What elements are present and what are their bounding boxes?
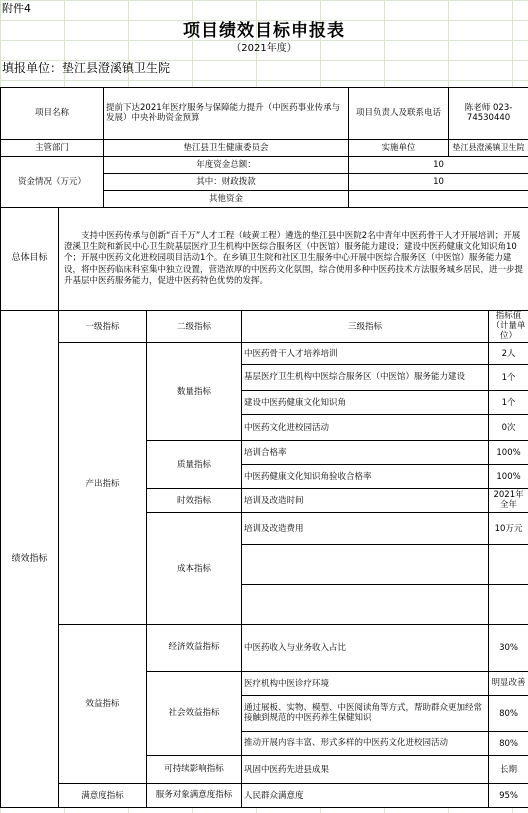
perf-label: 绩效指标 xyxy=(1,311,59,808)
impl-label: 实施单位 xyxy=(349,140,449,157)
sustain-label: 可持续影响指标 xyxy=(147,756,242,784)
output-label: 产出指标 xyxy=(59,343,147,625)
other-funds-value[interactable] xyxy=(349,191,528,208)
fiscal-funds-label: 其中：财政拨款 xyxy=(104,174,349,191)
indicator-name[interactable]: 通过展板、实物、模型、中医阅读角等方式，帮助群众更加经常接触到规范的中医药养生保健知识 xyxy=(242,696,489,732)
indicator-value[interactable]: 1个 xyxy=(489,365,528,391)
project-name-value[interactable]: 提前下达2021年医疗服务与保障能力提升（中医药事业传承与发展）中央补助资金预算 xyxy=(104,88,349,140)
other-funds-label: 其他资金 xyxy=(104,191,349,208)
reporting-unit-label: 填报单位： xyxy=(2,61,63,75)
impl-value[interactable]: 垫江县澄溪镇卫生院 xyxy=(449,140,528,157)
indicator-value[interactable]: 80% xyxy=(489,696,528,732)
indicator-value[interactable]: 0次 xyxy=(489,415,528,441)
indicator-name[interactable]: 中医药文化进校园活动 xyxy=(242,415,489,441)
col-level3: 三级指标 xyxy=(242,311,489,343)
benefit-label: 效益指标 xyxy=(59,625,147,784)
satisfaction-label: 满意度指标 xyxy=(59,784,147,808)
page-title: 项目绩效目标申报表 xyxy=(183,21,345,41)
indicator-value[interactable]: 2人 xyxy=(489,343,528,365)
empty-cell[interactable] xyxy=(489,545,528,585)
indicator-name[interactable]: 建设中医药健康文化知识角 xyxy=(242,391,489,415)
reporting-unit xyxy=(2,59,170,76)
goal-text[interactable]: 支持中医药传承与创新“百千万”人才工程（岐黄工程）遴选的垫江县中医院2名中青年中医药骨干人才开展培训；开展澄溪卫生院和新民中心卫生院基层医疗卫生机构中医综合服务区（中医馆）服务能力建设；建设中医药健康文化知识角10个；开展中医药文化进校园项目活动1个。在乡镇卫生院和社区卫生服务中心开展中医综合服务区（中医馆）服务能力建设，将中医药临床科室集中独立设置，营造浓厚的中医药文化氛围，综合使用多种中医药技术方法服务城乡居民，进一步提升基层中医药服务能力，促进中医药特色优势的发挥。 xyxy=(59,208,528,311)
col-level1: 一级指标 xyxy=(59,311,147,343)
leader-value[interactable]: 陈老师 023-74530440 xyxy=(449,88,528,140)
indicator-name[interactable]: 中医药收入与业务收入占比 xyxy=(242,625,489,672)
year-label: （2021年度） xyxy=(231,43,297,54)
indicator-value[interactable]: 100% xyxy=(489,465,528,489)
quantity-label: 数量指标 xyxy=(147,343,242,441)
indicator-value[interactable]: 1个 xyxy=(489,391,528,415)
performance-table xyxy=(0,87,528,808)
indicator-name[interactable]: 基层医疗卫生机构中医综合服务区（中医馆）服务能力建设 xyxy=(242,365,489,391)
time-label: 时效指标 xyxy=(147,489,242,513)
indicator-name[interactable]: 中医药健康文化知识角验收合格率 xyxy=(242,465,489,489)
indicator-name[interactable]: 人民群众满意度 xyxy=(242,784,489,808)
col-value: 指标值（计量单位） xyxy=(489,311,528,343)
indicator-value[interactable]: 100% xyxy=(489,441,528,465)
indicator-name[interactable]: 推动开展内容丰富、形式多样的中医药文化进校园活动 xyxy=(242,732,489,756)
reporting-unit-name: 垫江县澄溪镇卫生院 xyxy=(62,61,171,75)
indicator-value[interactable]: 10万元 xyxy=(489,513,528,545)
funds-label: 资金情况（万元） xyxy=(1,157,104,208)
quality-label: 质量指标 xyxy=(147,441,242,489)
total-funds-label: 年度资金总额： xyxy=(104,157,349,174)
indicator-value[interactable]: 2021年全年 xyxy=(489,489,528,513)
cost-label: 成本指标 xyxy=(147,513,242,625)
indicator-name[interactable]: 培训及改造时间 xyxy=(242,489,489,513)
fiscal-funds-value[interactable]: 10 xyxy=(349,174,528,191)
indicator-value[interactable]: 明显改善 xyxy=(489,672,528,696)
indicator-name[interactable]: 培训合格率 xyxy=(242,441,489,465)
indicator-name[interactable]: 培训及改造费用 xyxy=(242,513,489,545)
empty-cell[interactable] xyxy=(242,585,489,625)
indicator-value[interactable]: 95% xyxy=(489,784,528,808)
dept-value[interactable]: 垫江县卫生健康委员会 xyxy=(104,140,349,157)
indicator-value[interactable]: 长期 xyxy=(489,756,528,784)
goal-label: 总体目标 xyxy=(1,208,59,311)
annex-label: 附件4 xyxy=(2,2,31,15)
col-level2: 二级指标 xyxy=(147,311,242,343)
dept-label: 主管部门 xyxy=(1,140,104,157)
social-label: 社会效益指标 xyxy=(147,672,242,756)
indicator-name[interactable]: 巩固中医药先进县成果 xyxy=(242,756,489,784)
total-funds-value[interactable]: 10 xyxy=(349,157,528,174)
indicator-name[interactable]: 医疗机构中医诊疗环境 xyxy=(242,672,489,696)
indicator-value[interactable]: 30% xyxy=(489,625,528,672)
leader-label: 项目负责人及联系电话 xyxy=(349,88,449,140)
econ-label: 经济效益指标 xyxy=(147,625,242,672)
empty-cell[interactable] xyxy=(242,545,489,585)
service-satisfaction-label: 服务对象满意度指标 xyxy=(147,784,242,808)
indicator-name[interactable]: 中医药骨干人才培养培训 xyxy=(242,343,489,365)
indicator-value[interactable]: 80% xyxy=(489,732,528,756)
empty-cell[interactable] xyxy=(489,585,528,625)
project-name-label: 项目名称 xyxy=(1,88,104,140)
